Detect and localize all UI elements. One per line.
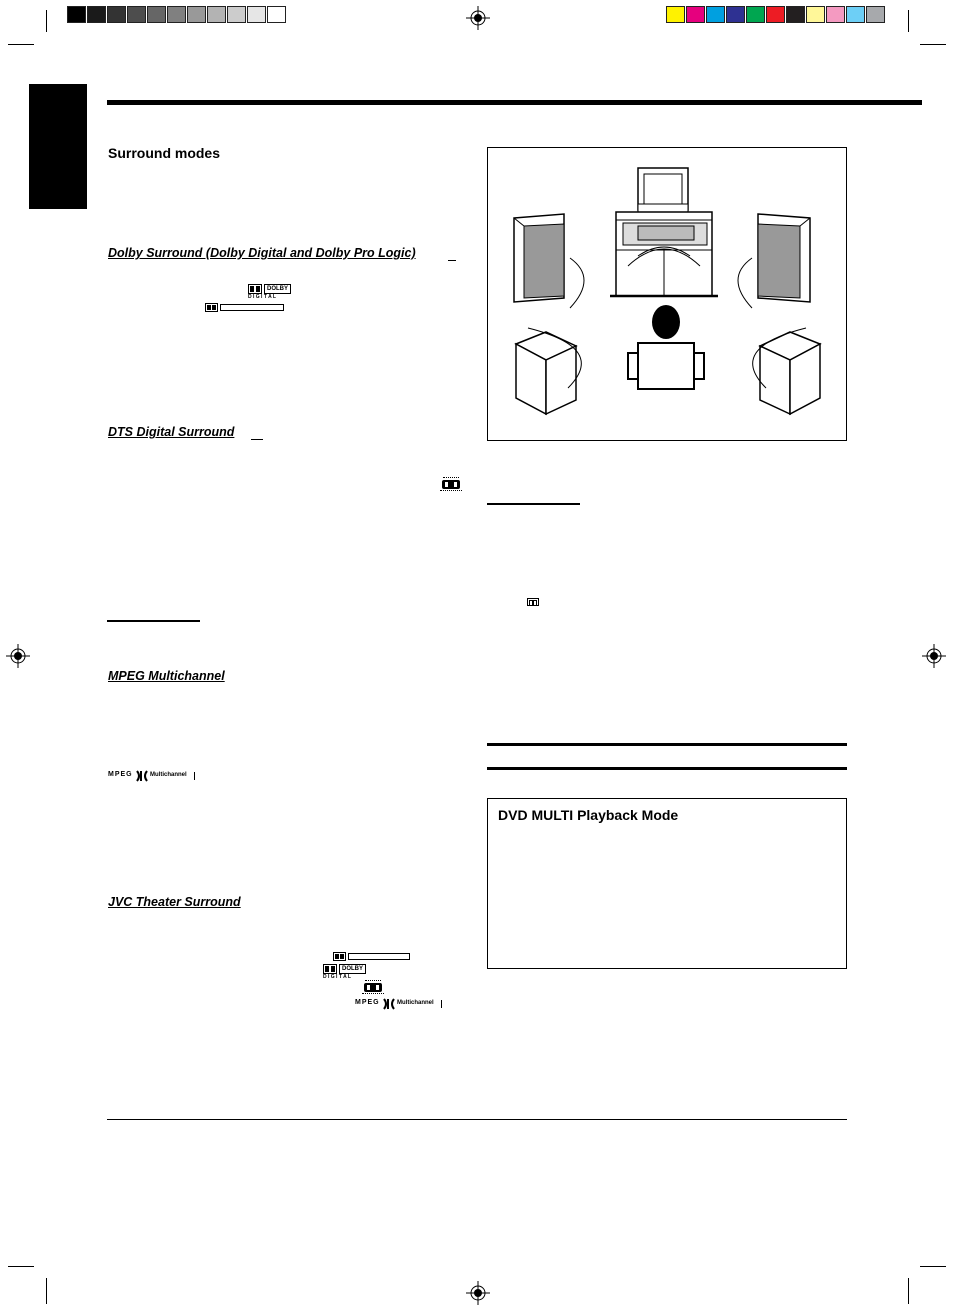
heading-underline-extension [448,260,456,261]
color-swatch [806,6,825,23]
speaker-layout-illustration [487,147,847,441]
registration-mark-top [466,6,490,30]
tv-stand-icon [610,212,718,296]
color-swatch [846,6,865,23]
color-swatch [147,6,166,23]
section-divider-short [107,620,200,622]
heading-underline-extension [251,439,263,440]
mpeg-multichannel-logo [108,770,198,782]
tv-icon [638,168,688,212]
color-swatch [187,6,206,23]
dolby-pro-logic-logo [205,303,285,312]
mpeg-multichannel-logo [355,998,445,1010]
heading-mpeg-multichannel: MPEG Multichannel [108,669,225,683]
color-swatch [267,6,286,23]
dts-logo [440,477,462,493]
listener-icon [628,305,704,389]
section-title: Surround modes [108,145,221,161]
heading-dolby-surround: Dolby Surround (Dolby Digital and Dolby Pro Logic) [108,246,416,260]
language-side-tab [29,84,87,209]
digital-logo-word: D I G I T A L [248,294,276,300]
color-swatch [87,6,106,23]
dolby-digital-logo [248,284,298,300]
dvd-multi-playback-box [487,798,847,969]
crop-mark [908,1278,909,1304]
dts-logo [362,980,384,996]
crop-mark [8,44,34,45]
registration-mark-bottom [466,1281,490,1305]
section-divider-short [487,503,580,505]
color-swatch [167,6,186,23]
crop-mark [920,1266,946,1267]
color-swatch [766,6,785,23]
color-swatch [866,6,885,23]
crop-mark [920,44,946,45]
registration-mark-right [922,644,946,668]
footer-rule [107,1119,847,1120]
rear-left-speaker-icon [516,328,581,414]
crop-mark [46,1278,47,1304]
color-swatch [666,6,685,23]
mpeg-logo-word: MPEG [355,999,380,1006]
color-swatch [686,6,705,23]
color-swatch [247,6,266,23]
front-left-speaker-icon [514,214,584,308]
color-swatch [67,6,86,23]
dolby-double-d-mark [527,598,539,606]
color-swatch [786,6,805,23]
color-swatch [127,6,146,23]
digital-logo-word: D I G I T A L [323,974,351,980]
crop-mark [8,1266,34,1267]
speaker-layout-drawing [488,148,846,440]
color-swatch [826,6,845,23]
color-swatch [107,6,126,23]
section-rule [487,743,847,746]
rear-right-speaker-icon [753,328,820,414]
crop-mark [46,10,47,32]
dolby-logo-word: DOLBY [264,284,291,294]
dolby-pro-logic-logo [333,952,413,961]
color-swatch [726,6,745,23]
multichannel-logo-word: Multichannel [397,1000,434,1006]
multichannel-logo-word: Multichannel [150,772,187,778]
front-right-speaker-icon [738,214,810,308]
heading-jvc-theater-surround: JVC Theater Surround [108,895,241,909]
dolby-logo-word: DOLBY [339,964,366,974]
color-swatch [207,6,226,23]
color-swatch [227,6,246,23]
color-swatch [706,6,725,23]
dolby-digital-logo [323,964,373,980]
dvd-multi-box-title: DVD MULTI Playback Mode [498,807,679,823]
header-rule [107,100,922,105]
section-rule [487,767,847,770]
color-swatch [746,6,765,23]
mpeg-logo-word: MPEG [108,771,133,778]
heading-dts-digital-surround: DTS Digital Surround [108,425,235,439]
registration-mark-left [6,644,30,668]
crop-mark [908,10,909,32]
